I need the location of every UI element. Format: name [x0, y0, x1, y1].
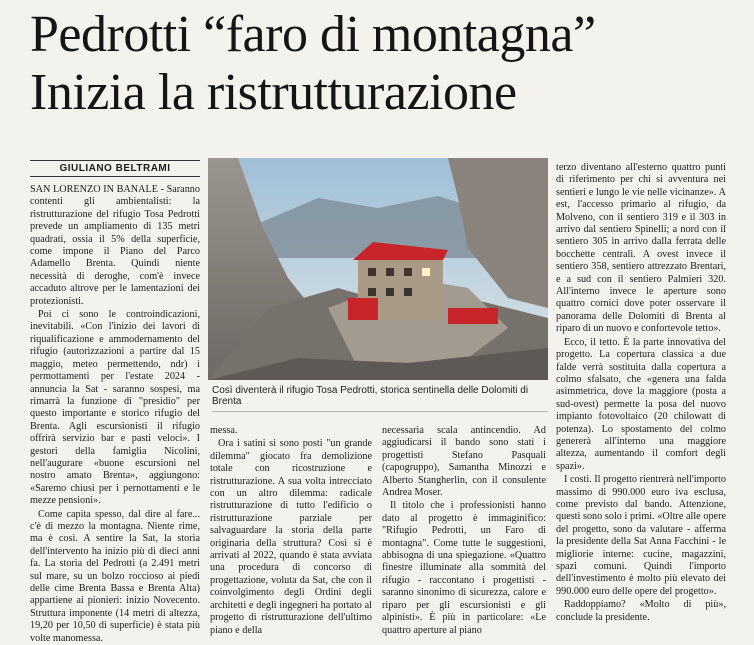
headline-line-1: Pedrotti “faro di montagna”: [30, 6, 596, 63]
paragraph: SAN LORENZO IN BANALE - Saranno contenti gli ambientalisti: la ristrutturazione del rifugio Tosa Pedrotti prevede un ampliamento di 135 metri quadrati, ossia il 5% della superficie, come impone il Piano del Parco Adamello Brenta. Quindi niente necessità di deroghe, com'è invece accaduto altrove per le lamentazioni dei protezionisti.: [30, 184, 200, 307]
text-column-3: [382, 425, 546, 636]
paragraph: Come capita spesso, dal dire al fare... c'è di mezzo la montagna. Niente rime, ma è così. A sentire la Sat, la storia dell'intervento ha inizio più di dieci anni fa. La storia del Pedrotti (a 2.491 metri sul mare, su un bolzo roccioso ai piedi delle cime Brenta Bassa e Brenta Alta) appartiene ai pionieri: inizio Novecento. Struttura imponente (14 metri di altezza, 19,20 per 10,50 di superficie) è stata più volte manomessa.: [30, 508, 200, 644]
paragraph: Il titolo che i professionisti hanno dato al progetto è immaginifico: "Rifugio Pedrotti, un Faro di montagna". Come tutte le suggestioni, abbisogna di una spiegazione. «Quattro finestre illuminate alla sommità del rifugio - raccontano i progettisti - saranno sinonimo di sicurezza, calore e riparo per gli escursionisti e gli alpinisti». È più in particolare: «Le quattro aperture al piano: [382, 500, 546, 636]
paragraph: Ora i satini si sono posti "un grande dilemma" giocato fra demolizione totale con ricostruzione e ristrutturazione. A sua volta intrecciato con un altro dilemma: radicale ristrutturazione di tutto l'edificio o ristrutturazione parziale per salvaguardare la storia della parte originaria della struttura? Così si è arrivati al 2022, quando è stata avviata una procedura di concorso di progettazione, voluta da Sat, che con il coinvolgimento degli Ordini degli architetti e degli ingegneri ha portato al progetto di ristrutturazione dell'ultimo piano e della: [210, 438, 372, 636]
paragraph: necessaria scala antincendio. Ad aggiudicarsi il bando sono stati i progettisti Stefano Pasquali (capogruppo), Samantha Minozzi e Alberto Stangherlin, con il consulente Andrea Moser.: [382, 425, 546, 499]
byline: GIULIANO BELTRAMI: [30, 160, 200, 177]
rifugio-illustration: [208, 158, 548, 380]
paragraph: Raddoppiamo? «Molto di più», conclude la presidente.: [556, 599, 726, 623]
paragraph: I costi. Il progetto rientrerà nell'importo massimo di 990.000 euro iva esclusa, come previsto dal bando. Attenzione, questi sono solo i primi. «Oltre alle opere del progetto, sono da valutare - afferma la presidente della Sat Anna Facchini - le migliorie interne: cucine, magazzini, spazi comuni. Quindi l'importo dell'investimento è molto più elevato dei 990.000 euro delle opere del progetto».: [556, 474, 726, 597]
paragraph: messa.: [210, 425, 238, 436]
headline: [30, 6, 740, 122]
text-column-2: [210, 425, 372, 636]
photo-caption: Così diventerà il rifugio Tosa Pedrotti, storica sentinella delle Dolomiti di Brenta: [212, 385, 548, 412]
text-column-1: [30, 184, 200, 644]
paragraph: Ecco, il tetto. È la parte innovativa del progetto. La copertura classica a due falde verrà sostituita dalla copertura a colmo sfalsato, che «genera una falda asimmetrica, dove la maggiore (posta a sud-ovest) permette la posa del nuovo impianto fotovoltaico (20 chilowatt di potenza). Lo spostamento del colmo genererà all'interno una maggiore altezza, aumentando il comfort degli spazi».: [556, 336, 726, 472]
text-column-4: [556, 162, 726, 623]
rifugio-photo: [208, 158, 548, 380]
headline-line-2: Inizia la ristrutturazione: [30, 64, 517, 121]
paragraph: Poi ci sono le controindicazioni, inevitabili. «Con l'inizio dei lavori di riqualificazione e ammodernamento del rifugio (autorizzazioni a partire dal 15 maggio, meteo permettendo, ndr) i permottamenti per l'estate 2024 - annuncia la Sat - saranno sospesi, ma rimarrà la funzione di "presidio" per questo importante e storico rifugio del Brenta. Agli escursionisti il rifugio offrirà servizio bar e pasti veloci». I gestori della famiglia Nicolini, nell'augurare «buone escursioni nel nostro amato Brenta», aggiungono: «Saremo chiusi per i pernottamenti e le mezze pensioni».: [30, 309, 200, 507]
paragraph: terzo diventano all'esterno quattro punti di riferimento per chi si avventura nei sentieri e lungo le vie nelle vicinanze». A est, l'accesso primario al rifugio, da Molveno, con il sentiero 319 e il 303 in arrivo dal sentiero Spinelli; a nord con il sentiero 305 in arrivo dalla ferrata delle bocchette centrali. A ovest invece il sentiero 358, sentiero attrezzato Brentari, e a sud con il sentiero Palmieri 320. All'interno invece le aperture sono quattro cornici dove poter osservare il panorama delle Dolomiti di Brenta al riparo di un nuovo e confortevole tetto».: [556, 162, 726, 335]
